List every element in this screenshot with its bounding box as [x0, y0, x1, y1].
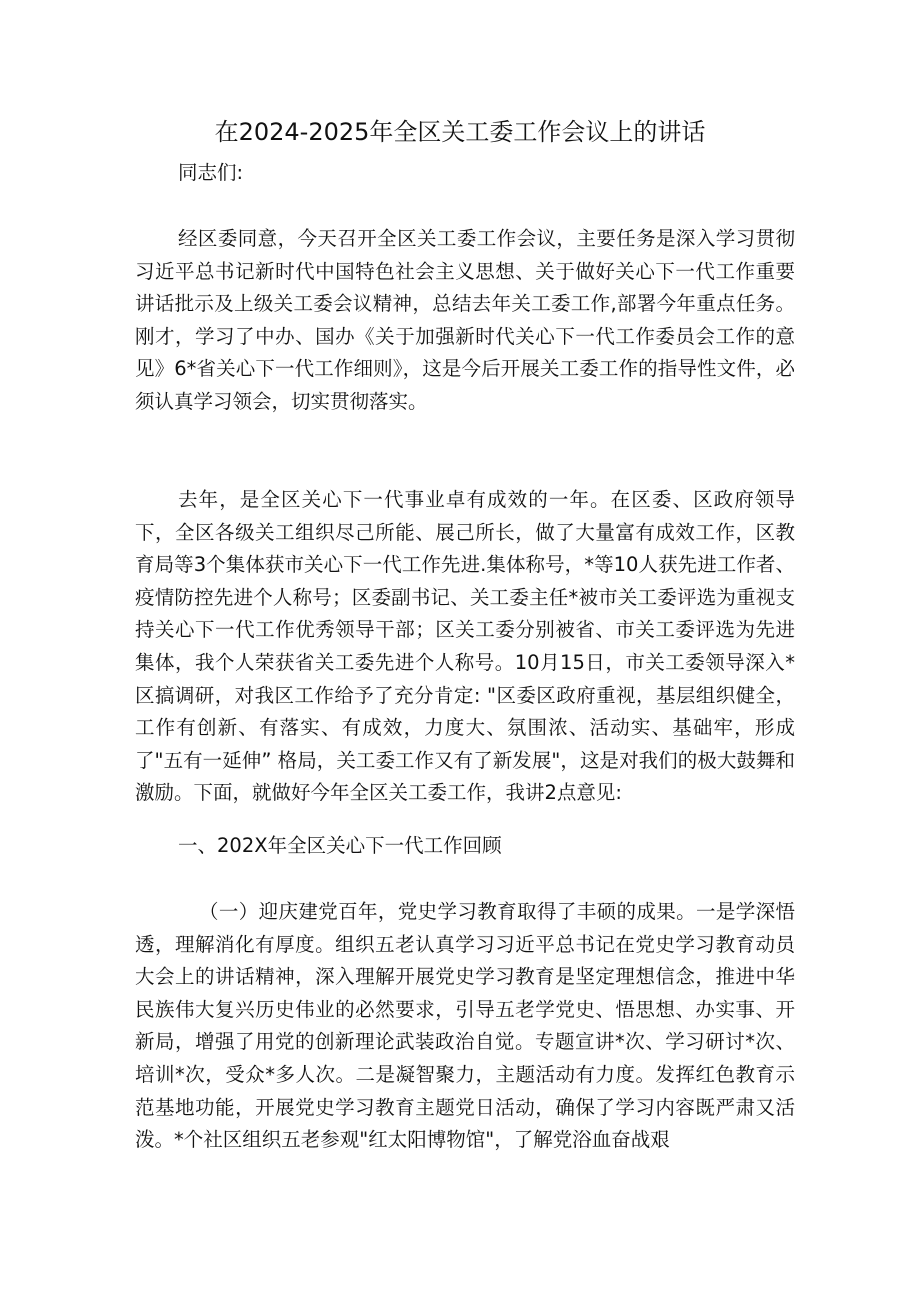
section-heading: 一、202X年全区关心下一代工作回顾: [178, 834, 502, 857]
salutation: 同志们:: [178, 161, 244, 184]
document-title: 在2024-2025年全区关工委工作会议上的讲话: [214, 118, 706, 146]
paragraph-last-year-summary: 去年，是全区关心下一代事业卓有成效的一年。在区委、区政府领导下，全区各级关工组织尽己所能、展己所长，做了大量富有成效工作，区教育局等3个集体获市关心下一代工作先进.集体称号，*等10人获先进工作者、疫情防控先进个人称号；区委副书记、关工委主任*被市关工委评选为重视支持关心下一代工作优秀领导干部；区关工委分别被省、市关工委评选为先进集体，我个人荣获省关工委先进个人称号。10月15日，市关工委领导深入*区搞调研，对我区工作给予了充分肯定: "区委区政府重视，基层组织健全，工作有创新、有落实、有成效，力度大、氛围浓、活动实、基础牢，形成了"五有一延伸” 格局，关工委工作又有了新发展"，这是对我们的极大鼓舞和激励。下面，就做好今年全区关工委工作，我讲2点意见:: [135, 488, 795, 805]
paragraph-intro: 经区委同意，今天召开全区关工委工作会议，主要任务是深入学习贯彻习近平总书记新时代中国特色社会主义思想、关于做好关心下一代工作重要讲话批示及上级关工委会议精神，总结去年关工委工作,部署今年重点任务。刚才，学习了中办、国办《关于加强新时代关心下一代工作委员会工作的意见》6*省关心下一代工作细则》，这是今后开展关工委工作的指导性文件，必须认真学习领会，切实贯彻落实。: [135, 227, 795, 413]
paragraph-subsection-one: （一）迎庆建党百年，党史学习教育取得了丰硕的成果。一是学深悟透，理解消化有厚度。组织五老认真学习习近平总书记在党史学习教育动员大会上的讲话精神，深入理解开展党史学习教育是坚定理想信念，推进中华民族伟大复兴历史伟业的必然要求，引导五老学党史、悟思想、办实事、开新局，增强了用党的创新理论武装政治自觉。专题宣讲*次、学习研讨*次、培训*次，受众*多人次。二是凝智聚力，主题活动有力度。发挥红色教育示范基地功能，开展党史学习教育主题党日活动，确保了学习内容既严肃又活泼。*个社区组织五老参观"红太阳博物馆"，了解党浴血奋战艰: [135, 900, 795, 1152]
